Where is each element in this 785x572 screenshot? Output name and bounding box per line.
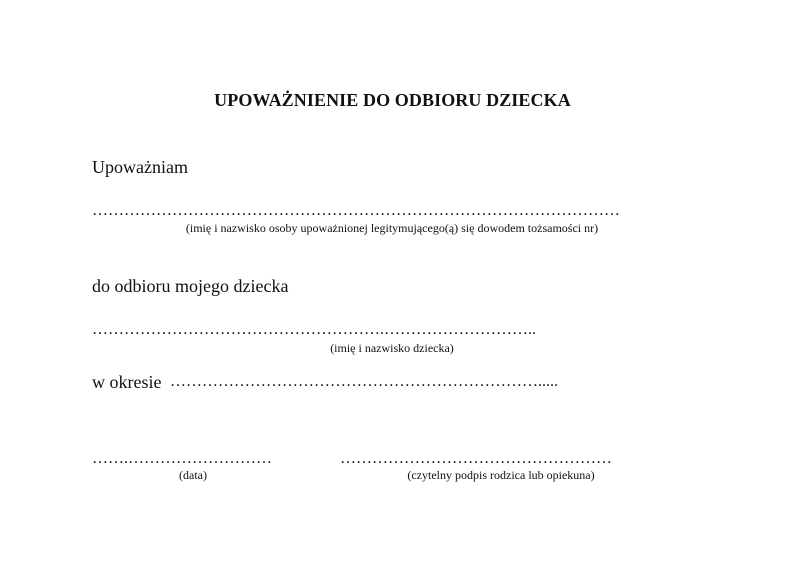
child-name-line: ……………………………………………….……………………….. xyxy=(92,321,536,338)
authorized-person-line: ……………………………………………………………………………………… xyxy=(92,202,620,219)
child-name-caption: (imię i nazwisko dziecka) xyxy=(330,341,454,355)
document-title: UPOWAŻNIENIE DO ODBIORU DZIECKA xyxy=(214,90,571,110)
child-label: do odbioru mojego dziecka xyxy=(92,276,289,296)
authorize-label: Upoważniam xyxy=(92,157,188,177)
date-line: …….……………………… xyxy=(92,450,272,467)
authorized-person-caption: (imię i nazwisko osoby upoważnionej legitymującego(ą) się dowodem tożsamości nr) xyxy=(185,221,599,235)
date-caption: (data) xyxy=(179,468,207,482)
signature-caption: (czytelny podpis rodzica lub opiekuna) xyxy=(407,468,595,482)
period-label: w okresie xyxy=(92,372,162,392)
period-line: ……………………………………………………………..... xyxy=(170,373,558,390)
signature-line: …………………………………………… xyxy=(340,450,612,467)
